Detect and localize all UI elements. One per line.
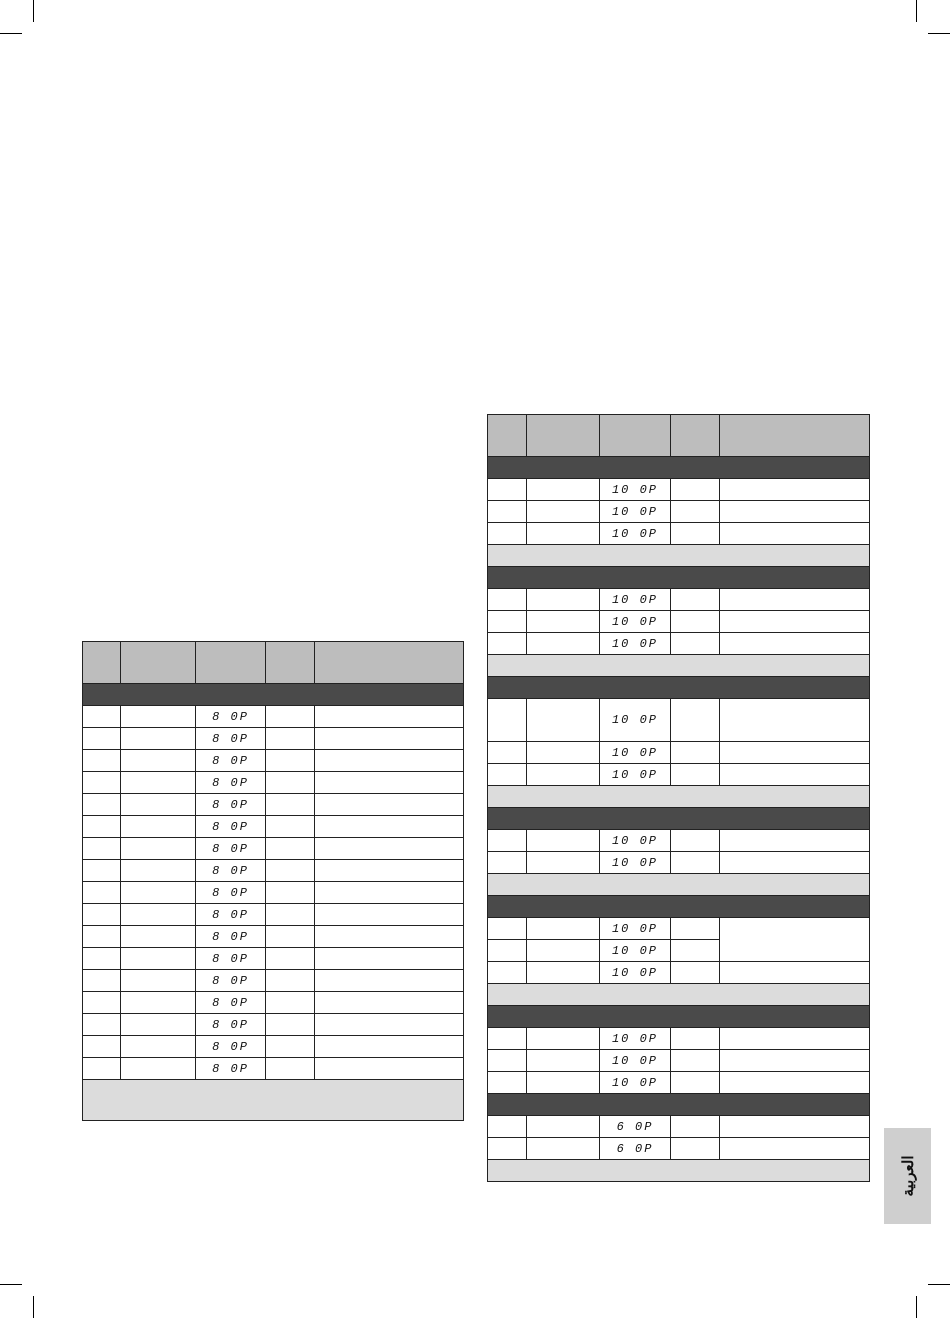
table-row [488, 1116, 870, 1138]
table-cell [266, 706, 315, 728]
power-cell: 10 0P [600, 852, 671, 874]
crop-mark [928, 1284, 950, 1285]
table-cell [121, 772, 196, 794]
table-cell [720, 501, 870, 523]
table-cell [527, 501, 600, 523]
table-cell [527, 940, 600, 962]
power-cell: 8 0P [196, 728, 266, 750]
table-cell [720, 830, 870, 852]
table-cell [266, 860, 315, 882]
table-cell [315, 860, 464, 882]
table-cell [488, 699, 527, 742]
table-cell [488, 1116, 527, 1138]
table-row [83, 728, 464, 750]
power-cell: 8 0P [196, 1014, 266, 1036]
table-cell [121, 882, 196, 904]
table-cell [121, 926, 196, 948]
section-header-row [83, 684, 464, 706]
table-row [488, 918, 870, 940]
power-cell: 8 0P [196, 1058, 266, 1080]
table-row [488, 611, 870, 633]
power-cell: 8 0P [196, 838, 266, 860]
table-cell [266, 838, 315, 860]
table-cell [488, 611, 527, 633]
table-cell [266, 794, 315, 816]
table-cell [671, 764, 720, 786]
table-row [83, 816, 464, 838]
table-cell [83, 728, 121, 750]
table-cell [315, 882, 464, 904]
table-row [83, 948, 464, 970]
table-cell [121, 904, 196, 926]
table-row [83, 1014, 464, 1036]
table-row [488, 523, 870, 545]
section-header-row [488, 567, 870, 589]
table-cell [527, 1050, 600, 1072]
crop-mark [33, 0, 34, 22]
table-cell [488, 962, 527, 984]
power-cell: 10 0P [600, 501, 671, 523]
table-cell [720, 918, 870, 962]
section-header-row [488, 457, 870, 479]
note-row [488, 874, 870, 896]
table-cell [266, 970, 315, 992]
table-cell [121, 816, 196, 838]
power-cell: 8 0P [196, 816, 266, 838]
section-header-cell [488, 567, 870, 589]
table-row [488, 699, 870, 742]
section-header-cell [488, 1094, 870, 1116]
table-cell [266, 1014, 315, 1036]
table-cell [671, 479, 720, 501]
power-cell: 8 0P [196, 948, 266, 970]
table-cell [315, 706, 464, 728]
table-cell [720, 1050, 870, 1072]
crop-mark [916, 1296, 917, 1318]
table-cell [488, 479, 527, 501]
table-cell [671, 699, 720, 742]
table-cell [121, 794, 196, 816]
table-cell [488, 742, 527, 764]
table-row [83, 1058, 464, 1080]
table-cell [720, 633, 870, 655]
table-row [83, 772, 464, 794]
table-cell [121, 706, 196, 728]
table-cell [266, 926, 315, 948]
table-cell [83, 750, 121, 772]
table-cell [266, 904, 315, 926]
note-row [488, 545, 870, 567]
table-cell [121, 1058, 196, 1080]
table-row [83, 1036, 464, 1058]
table-cell [488, 523, 527, 545]
table-cell [671, 940, 720, 962]
table-row [488, 1138, 870, 1160]
table-cell [121, 1014, 196, 1036]
power-cell: 10 0P [600, 699, 671, 742]
section-header-cell [488, 896, 870, 918]
section-header-cell [83, 684, 464, 706]
table-header [488, 415, 870, 457]
table-row [488, 764, 870, 786]
power-cell: 10 0P [600, 1028, 671, 1050]
table-cell [488, 830, 527, 852]
language-tab-label: العربية [899, 1155, 917, 1197]
power-cell: 10 0P [600, 611, 671, 633]
power-cell: 8 0P [196, 970, 266, 992]
table-row [83, 904, 464, 926]
table-cell [266, 992, 315, 1014]
table-cell [121, 1036, 196, 1058]
table-cell [315, 838, 464, 860]
table-cell [527, 1028, 600, 1050]
crop-mark [33, 1296, 34, 1318]
table-cell [83, 926, 121, 948]
note-row [488, 984, 870, 1006]
table-cell [671, 742, 720, 764]
table-cell [720, 523, 870, 545]
power-cell: 8 0P [196, 794, 266, 816]
power-cell: 6 0P [600, 1138, 671, 1160]
section-header-cell [488, 1006, 870, 1028]
table-cell [720, 699, 870, 742]
table-cell [315, 926, 464, 948]
table-row [83, 750, 464, 772]
table-cell [83, 816, 121, 838]
table-cell [720, 1072, 870, 1094]
table-row [488, 852, 870, 874]
note-cell [488, 786, 870, 808]
power-cell: 10 0P [600, 962, 671, 984]
table-row [488, 1072, 870, 1094]
table-cell [671, 918, 720, 940]
table-cell [266, 1036, 315, 1058]
table-cell [315, 992, 464, 1014]
table-cell [121, 838, 196, 860]
table-cell [527, 523, 600, 545]
table-cell [527, 830, 600, 852]
table-cell [488, 589, 527, 611]
language-tab [884, 1128, 931, 1224]
table-cell [121, 728, 196, 750]
table-row [488, 501, 870, 523]
table-cell [83, 970, 121, 992]
table-cell [121, 860, 196, 882]
table-cell [527, 742, 600, 764]
table-cell [720, 611, 870, 633]
power-cell: 10 0P [600, 940, 671, 962]
table-cell [720, 962, 870, 984]
table-cell [488, 633, 527, 655]
note-cell [488, 655, 870, 677]
power-cell: 8 0P [196, 750, 266, 772]
table-row [83, 706, 464, 728]
table-cell [671, 501, 720, 523]
table-cell [671, 1138, 720, 1160]
table-cell [527, 479, 600, 501]
table-cell [720, 1138, 870, 1160]
table-cell [266, 816, 315, 838]
note-row [488, 1160, 870, 1182]
table-cell [83, 1014, 121, 1036]
table-cell [121, 750, 196, 772]
table-cell [488, 1028, 527, 1050]
section-header-row [488, 896, 870, 918]
table-cell [83, 992, 121, 1014]
section-header-row [488, 808, 870, 830]
cooking-table-right [487, 414, 870, 1182]
power-cell: 10 0P [600, 523, 671, 545]
table-cell [315, 904, 464, 926]
table-cell [315, 816, 464, 838]
table-cell [315, 750, 464, 772]
table-row [83, 882, 464, 904]
table-row [488, 830, 870, 852]
power-cell: 10 0P [600, 830, 671, 852]
table-cell [527, 1138, 600, 1160]
table-cell [488, 1138, 527, 1160]
crop-mark [916, 0, 917, 22]
table-header [83, 642, 464, 684]
table-cell [315, 970, 464, 992]
table-cell [121, 970, 196, 992]
table-cell [266, 772, 315, 794]
table-cell [121, 948, 196, 970]
table-cell [720, 764, 870, 786]
note-cell [488, 545, 870, 567]
table-cell [315, 794, 464, 816]
table-cell [527, 589, 600, 611]
table-cell [83, 860, 121, 882]
power-cell: 10 0P [600, 742, 671, 764]
table-cell [488, 940, 527, 962]
table-cell [671, 589, 720, 611]
table-cell [315, 948, 464, 970]
table-cell [83, 904, 121, 926]
section-header-cell [488, 808, 870, 830]
power-cell: 8 0P [196, 882, 266, 904]
table-cell [527, 699, 600, 742]
section-header-row [488, 677, 870, 699]
crop-mark [928, 33, 950, 34]
table-cell [315, 728, 464, 750]
table-cell [671, 523, 720, 545]
section-header-row [488, 1006, 870, 1028]
table-cell [671, 1116, 720, 1138]
table-cell [671, 1072, 720, 1094]
table-cell [671, 633, 720, 655]
power-cell: 8 0P [196, 904, 266, 926]
table-cell [488, 764, 527, 786]
power-cell: 8 0P [196, 926, 266, 948]
table-cell [527, 852, 600, 874]
table-cell [315, 1058, 464, 1080]
table-cell [83, 1036, 121, 1058]
table-cell [671, 852, 720, 874]
table-cell [720, 742, 870, 764]
table-cell [527, 1072, 600, 1094]
power-cell: 10 0P [600, 764, 671, 786]
table-cell [488, 1072, 527, 1094]
power-cell: 10 0P [600, 479, 671, 501]
note-row [83, 1080, 464, 1121]
table-cell [83, 882, 121, 904]
table-cell [266, 882, 315, 904]
power-cell: 8 0P [196, 1036, 266, 1058]
power-cell: 10 0P [600, 633, 671, 655]
cooking-table-left [82, 641, 464, 1121]
table-cell [527, 1116, 600, 1138]
table-cell [315, 1036, 464, 1058]
table-cell [121, 992, 196, 1014]
power-cell: 10 0P [600, 1050, 671, 1072]
note-cell [488, 874, 870, 896]
table-cell [488, 918, 527, 940]
table-cell [527, 633, 600, 655]
crop-mark [0, 33, 22, 34]
table-cell [527, 611, 600, 633]
table-row [488, 633, 870, 655]
note-cell [83, 1080, 464, 1121]
note-cell [488, 984, 870, 1006]
table-row [83, 838, 464, 860]
note-row [488, 655, 870, 677]
power-cell: 10 0P [600, 1072, 671, 1094]
table-cell [83, 1058, 121, 1080]
table-row [83, 992, 464, 1014]
table-row [488, 1050, 870, 1072]
table-row [83, 794, 464, 816]
table-row [488, 1028, 870, 1050]
table-row [83, 860, 464, 882]
table-cell [266, 1058, 315, 1080]
table-cell [315, 1014, 464, 1036]
table-cell [488, 501, 527, 523]
table-cell [488, 1050, 527, 1072]
table-row [488, 742, 870, 764]
table-cell [488, 852, 527, 874]
table-cell [671, 1050, 720, 1072]
note-cell [488, 1160, 870, 1182]
table-cell [527, 962, 600, 984]
table-cell [720, 479, 870, 501]
table-cell [671, 962, 720, 984]
table-cell [83, 772, 121, 794]
table-cell [527, 764, 600, 786]
table-cell [266, 728, 315, 750]
table-cell [671, 830, 720, 852]
table-row [488, 962, 870, 984]
table-row [488, 479, 870, 501]
table-cell [720, 1116, 870, 1138]
table-row [83, 970, 464, 992]
table-cell [720, 589, 870, 611]
table-cell [83, 706, 121, 728]
power-cell: 8 0P [196, 772, 266, 794]
power-cell: 6 0P [600, 1116, 671, 1138]
table-cell [83, 794, 121, 816]
section-header-cell [488, 457, 870, 479]
table-cell [83, 838, 121, 860]
table-cell [720, 852, 870, 874]
table-cell [527, 918, 600, 940]
power-cell: 10 0P [600, 589, 671, 611]
table-row [488, 589, 870, 611]
power-cell: 8 0P [196, 860, 266, 882]
power-cell: 8 0P [196, 706, 266, 728]
table-cell [266, 750, 315, 772]
table-cell [83, 948, 121, 970]
table-cell [266, 948, 315, 970]
table-cell [671, 611, 720, 633]
table-cell [720, 1028, 870, 1050]
power-cell: 8 0P [196, 992, 266, 1014]
table-row [83, 926, 464, 948]
power-cell: 10 0P [600, 918, 671, 940]
crop-mark [0, 1284, 22, 1285]
note-row [488, 786, 870, 808]
table-cell [671, 1028, 720, 1050]
table-cell [315, 772, 464, 794]
section-header-row [488, 1094, 870, 1116]
section-header-cell [488, 677, 870, 699]
